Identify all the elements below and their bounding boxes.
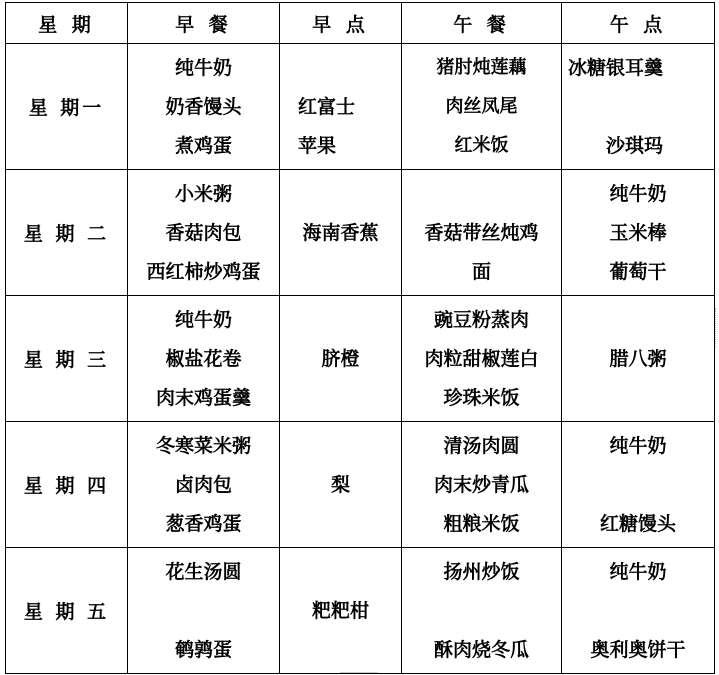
header-afternoon-snack: 午 点 — [562, 3, 715, 44]
lunch-cell — [402, 44, 562, 170]
afternoon-snack-cell — [562, 44, 715, 170]
menu-item: 酥肉烧冬瓜 — [433, 639, 529, 661]
menu-item — [402, 594, 561, 628]
menu-item — [562, 303, 714, 337]
menu-item: 葡萄干 — [609, 261, 667, 283]
menu-item — [128, 594, 279, 628]
afternoon-snack-cell — [562, 170, 715, 296]
menu-item: 小米粥 — [174, 183, 232, 205]
menu-item — [562, 381, 714, 415]
table-row — [6, 296, 715, 422]
breakfast-cell — [128, 170, 280, 296]
table-row — [6, 548, 715, 674]
lunch-cell — [402, 422, 562, 548]
menu-item: 纯牛奶 — [609, 561, 667, 583]
menu-item: 肉粒甜椒莲白 — [424, 348, 539, 370]
menu-item — [280, 303, 401, 337]
menu-item: 苹果 — [298, 135, 337, 157]
morning-snack-cell — [280, 44, 402, 170]
morning-snack-cell — [280, 422, 402, 548]
menu-item — [280, 633, 401, 667]
menu-item: 肉末炒青瓜 — [433, 474, 529, 496]
menu-item — [280, 381, 401, 415]
menu-item: 纯牛奶 — [609, 183, 667, 205]
day-cell: 星 期 五 — [6, 548, 128, 674]
breakfast-cell — [128, 296, 280, 422]
header-morning-snack: 早 点 — [280, 3, 402, 44]
menu-item: 粗粮米饭 — [443, 513, 520, 535]
menu-item: 红富士 — [298, 96, 356, 118]
header-row — [6, 3, 715, 44]
afternoon-snack-cell — [562, 548, 715, 674]
menu-item: 冬寒菜米粥 — [155, 435, 251, 457]
day-cell: 星 期 二 — [6, 170, 128, 296]
menu-item: 奥利奥饼干 — [590, 639, 686, 661]
menu-item: 肉丝凤尾 — [445, 96, 518, 117]
table-row — [6, 422, 715, 548]
menu-item: 香菇肉包 — [165, 222, 242, 244]
afternoon-snack-cell — [562, 422, 715, 548]
page-edge-mark — [715, 308, 719, 348]
menu-item: 沙琪玛 — [606, 135, 664, 157]
menu-item: 红糖馒头 — [599, 513, 676, 535]
header-lunch: 午 餐 — [402, 3, 562, 44]
menu-item: 椒盐花卷 — [165, 348, 242, 370]
menu-item: 脐橙 — [321, 348, 360, 370]
weekly-menu-table — [5, 2, 715, 674]
menu-item: 海南香蕉 — [302, 222, 379, 244]
menu-item — [280, 177, 401, 211]
menu-item: 奶香馒头 — [165, 96, 242, 118]
menu-item — [562, 90, 714, 124]
day-cell: 星 期 四 — [6, 422, 128, 548]
afternoon-snack-cell — [562, 296, 715, 422]
header-breakfast: 早 餐 — [128, 3, 280, 44]
menu-item: 红米饭 — [454, 135, 509, 156]
morning-snack-cell — [280, 170, 402, 296]
menu-item: 粑粑柑 — [311, 600, 369, 622]
menu-item: 花生汤圆 — [165, 561, 242, 583]
menu-item: 葱香鸡蛋 — [165, 513, 242, 535]
menu-item: 扬州炒饭 — [443, 561, 520, 583]
menu-item: 猪肘炖莲藕 — [436, 57, 527, 78]
menu-item — [280, 429, 401, 463]
header-day: 星 期 — [6, 3, 128, 44]
menu-item: 纯牛奶 — [174, 57, 232, 79]
breakfast-cell — [128, 422, 280, 548]
morning-snack-cell — [280, 548, 402, 674]
day-cell: 星 期一 — [6, 44, 128, 170]
menu-item — [280, 255, 401, 289]
menu-item: 梨 — [330, 474, 350, 496]
menu-item — [280, 555, 401, 589]
menu-item: 冰糖银耳羹 — [568, 57, 664, 79]
lunch-cell — [402, 548, 562, 674]
menu-item — [280, 507, 401, 541]
menu-item: 腊八粥 — [609, 348, 667, 370]
menu-item: 卤肉包 — [174, 474, 232, 496]
day-cell: 星 期 三 — [6, 296, 128, 422]
lunch-cell — [402, 170, 562, 296]
menu-item: 肉末鸡蛋羹 — [155, 387, 251, 409]
breakfast-cell — [128, 44, 280, 170]
menu-item: 清汤肉圆 — [443, 435, 520, 457]
menu-item — [562, 468, 714, 502]
menu-item: 纯牛奶 — [174, 309, 232, 331]
menu-item: 香菇带丝炖鸡 — [424, 222, 539, 244]
menu-item: 西红柿炒鸡蛋 — [146, 261, 261, 283]
table-row — [6, 44, 715, 170]
lunch-cell — [402, 296, 562, 422]
menu-item — [280, 51, 401, 85]
menu-item: 玉米棒 — [609, 222, 667, 244]
menu-item: 煮鸡蛋 — [174, 135, 232, 157]
menu-item: 鹌鹑蛋 — [174, 639, 232, 661]
menu-item: 纯牛奶 — [609, 435, 667, 457]
morning-snack-cell — [280, 296, 402, 422]
table-row — [6, 170, 715, 296]
menu-item — [562, 594, 714, 628]
menu-item — [402, 177, 561, 211]
menu-item: 珍珠米饭 — [443, 387, 520, 409]
menu-item: 豌豆粉蒸肉 — [433, 309, 529, 331]
breakfast-cell — [128, 548, 280, 674]
menu-item: 面 — [471, 261, 491, 283]
